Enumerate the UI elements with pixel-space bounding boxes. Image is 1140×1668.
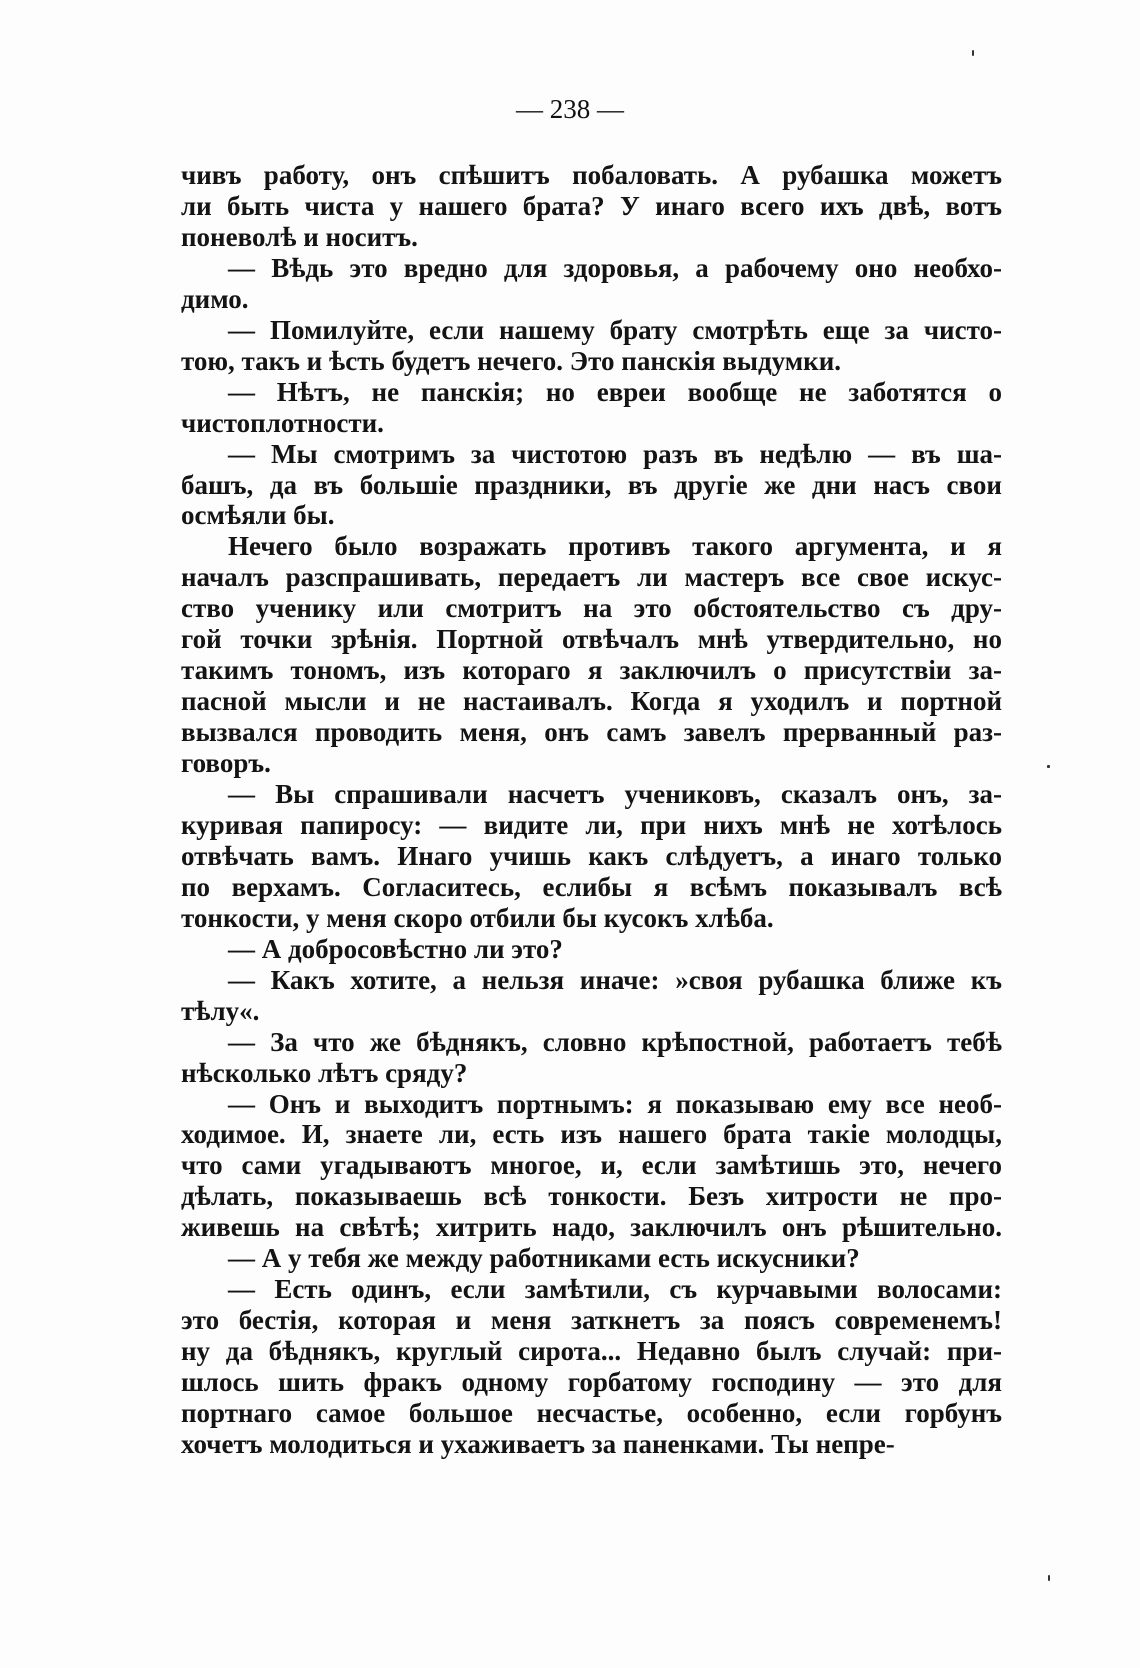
text-line: — Мы смотримъ за чистотою разъ въ недѣлю — въ ша- — [228, 438, 1002, 469]
text-line: тою, такъ и ѣсть будетъ нечего. Это панскія выдумки. — [181, 345, 841, 376]
text-line: что сами угадываютъ многое, и, если замѣтишь это, нечего — [181, 1150, 1002, 1181]
text-line: ли быть чиста у нашего брата? У инаго всего ихъ двѣ, вотъ — [181, 190, 1002, 221]
text-line: — Нѣтъ, не панскія; но евреи вообще не заботятся о — [228, 376, 1002, 407]
text-line: чистоплотности. — [181, 407, 384, 438]
text-line: — Онъ и выходитъ портнымъ: я показываю ему все необ- — [228, 1088, 1002, 1119]
text-line: димо. — [181, 283, 249, 314]
text-line: тѣлу«. — [181, 995, 260, 1026]
text-line: такимъ тономъ, изъ котораго я заключилъ о присутствіи за- — [181, 655, 1002, 686]
scan-speck — [972, 50, 974, 56]
text-line: портнаго самое большое несчастье, особенно, если горбунъ — [181, 1398, 1002, 1428]
text-line: это бестія, которая и меня заткнетъ за поясъ современемъ! — [181, 1305, 1002, 1336]
text-line: ну да бѣднякъ, круглый сирота... Недавно былъ случай: при- — [181, 1336, 1002, 1367]
text-line: говоръ. — [181, 748, 271, 779]
text-line: — Есть одинъ, если замѣтили, съ курчавыми волосами: — [228, 1274, 1002, 1305]
text-line: поневолѣ и носитъ. — [181, 221, 418, 252]
text-line: осмѣяли бы. — [181, 500, 335, 531]
text-line: — За что же бѣднякъ, словно крѣпостной, работаетъ тебѣ — [228, 1026, 1002, 1057]
text-line: — Вы спрашивали насчетъ учениковъ, сказалъ онъ, за- — [228, 779, 1002, 809]
text-line: шлось шить фракъ одному горбатому господину — это для — [181, 1367, 1002, 1398]
text-line: — Помилуйте, если нашему брату смотрѣть еще за чисто- — [228, 314, 1002, 345]
text-line: — Вѣдь это вредно для здоровья, а рабочему оно необхо- — [228, 252, 1002, 283]
text-line: — А у тебя же между работниками есть искусники? — [228, 1243, 860, 1274]
text-line: отвѣчать вамъ. Инаго учишь какъ слѣдуетъ, а инаго только — [181, 840, 1002, 871]
text-line: хочетъ молодиться и ухаживаетъ за паненками. Ты непре- — [181, 1428, 895, 1459]
text-line: гой точки зрѣнія. Портной отвѣчалъ мнѣ утвердительно, но — [181, 624, 1002, 655]
text-line: началъ разспрашивать, передаетъ ли мастеръ все свое искус- — [181, 562, 1002, 593]
scan-speck — [1047, 765, 1050, 768]
text-line: тонкости, у меня скоро отбили бы кусокъ хлѣба. — [181, 902, 774, 933]
text-line: дѣлать, показываешь всѣ тонкости. Безъ хитрости не про- — [181, 1181, 1002, 1212]
text-line: по верхамъ. Согласитесь, еслибы я всѣмъ показывалъ всѣ — [181, 871, 1002, 902]
text-line: ство ученику или смотритъ на это обстоятельство съ дру- — [181, 593, 1002, 624]
text-line: Нечего было возражать противъ такого аргумента, и я — [228, 531, 1002, 562]
text-line: — А добросовѣстно ли это? — [228, 933, 563, 964]
text-line: живешь на свѣтѣ; хитрить надо, заключилъ онъ рѣшительно. — [181, 1212, 1002, 1243]
text-line: башъ, да въ большіе праздники, въ другіе же дни насъ свои — [181, 469, 1002, 500]
page-number: — 238 — — [516, 94, 624, 124]
text-line: куривая папиросу: — видите ли, при нихъ мнѣ не хотѣлось — [181, 809, 1002, 840]
text-line: — Какъ хотите, а нельзя иначе: »своя рубашка ближе къ — [228, 964, 1002, 995]
scan-speck — [1048, 1575, 1050, 1581]
text-line: ходимое. И, знаете ли, есть изъ нашего брата такіе молодцы, — [181, 1119, 1002, 1150]
text-line: чивъ работу, онъ спѣшитъ побаловать. А рубашка можетъ — [181, 160, 1002, 190]
text-line: вызвался проводить меня, онъ самъ завелъ прерванный раз- — [181, 717, 1002, 748]
text-line: пасной мысли и не настаивалъ. Когда я уходилъ и портной — [181, 686, 1002, 717]
text-line: нѣсколько лѣтъ сряду? — [181, 1057, 468, 1088]
